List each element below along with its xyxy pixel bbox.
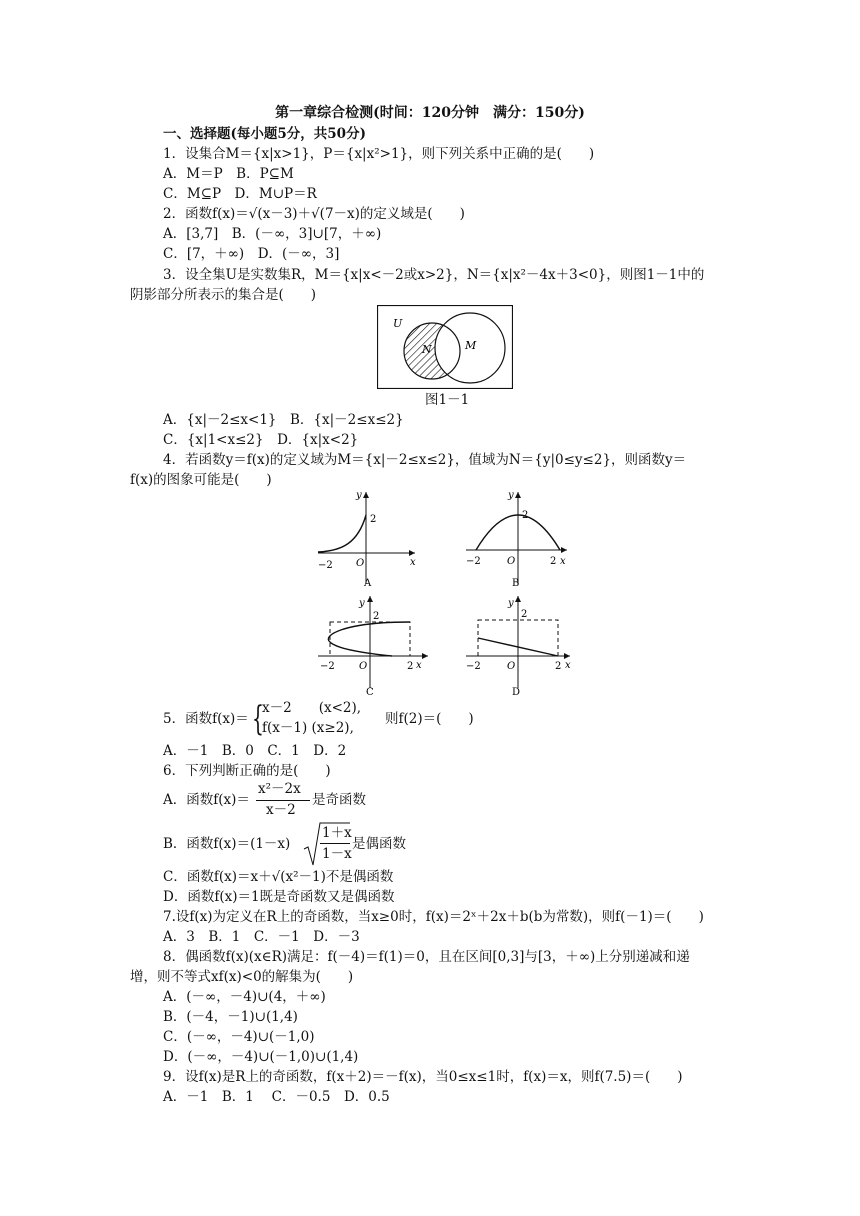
q3-options-row1: A．{x|－2≤x<1} B．{x|－2≤x≤2} — [163, 412, 404, 428]
svg-text:x: x — [416, 660, 422, 671]
q6-b-suffix: 是偶函数 — [352, 836, 406, 852]
svg-text:x: x — [410, 557, 416, 568]
q8-option-c: C．(－∞，－4)∪(－1,0) — [163, 1029, 315, 1045]
svg-text:2: 2 — [521, 609, 528, 620]
q1-stem: 1．设集合M＝{x|x>1}，P＝{x|x²>1}，则下列关系中正确的是( ) — [163, 146, 595, 162]
q5-prefix: 5．函数f(x)＝ — [163, 711, 249, 727]
q6-b-denominator: 1－x — [322, 846, 352, 862]
svg-text:y: y — [356, 490, 362, 501]
q2-stem: 2．函数f(x)＝√(x－3)＋√(7－x)的定义域是( ) — [163, 206, 465, 222]
svg-text:y: y — [508, 598, 514, 609]
q8-option-a: A．(－∞，－4)∪(4，＋∞) — [163, 989, 326, 1005]
figure-caption: 图1－1 — [425, 392, 470, 408]
q3-options-row2: C．{x|1<x≤2} D．{x|x<2} — [163, 432, 359, 448]
svg-text:x: x — [560, 556, 566, 567]
q7-stem: 7.设f(x)为定义在R上的奇函数，当x≥0时，f(x)＝2ˣ＋2x＋b(b为常数)，则f(－1)＝( ) — [163, 909, 704, 925]
q5-case2: f(x－1) (x≥2), — [262, 720, 354, 736]
section-heading: 一、选择题(每小题5分，共50分) — [163, 126, 366, 142]
q7-options: A．3 B．1 C．－1 D．－3 — [163, 929, 360, 945]
q6-a-suffix: 是奇函数 — [312, 792, 366, 808]
q6-b-numerator: 1＋x — [322, 825, 352, 841]
q4-stem-line2: f(x)的图象可能是( ) — [130, 472, 272, 488]
q2-options-row1: A．[3,7] B．(－∞，3]∪[7，＋∞) — [163, 226, 382, 242]
svg-text:−2: −2 — [466, 556, 481, 567]
q8-option-d: D．(－∞，－4)∪(－1,0)∪(1,4) — [163, 1049, 359, 1065]
graph-label-b: B — [512, 578, 520, 588]
q8-stem-line2: 增，则不等式xf(x)<0的解集为( ) — [130, 969, 354, 985]
q3-stem-line1: 3．设全集U是实数集R，M＝{x|x<－2或x>2}，N＝{x|x²－4x＋3<0}，则图1－1中的 — [163, 267, 705, 283]
q5-options: A．－1 B．0 C．1 D．2 — [163, 743, 347, 759]
graph-d — [462, 592, 576, 700]
svg-text:y: y — [508, 490, 514, 501]
svg-text:2: 2 — [555, 661, 562, 672]
svg-text:y: y — [359, 598, 365, 609]
svg-text:x: x — [565, 660, 571, 671]
venn-label-n: N — [422, 343, 432, 356]
venn-diagram — [377, 305, 513, 389]
q9-options: A．－1 B．1 C．－0.5 D．0.5 — [163, 1089, 390, 1105]
svg-text:−2: −2 — [466, 661, 481, 672]
q1-options-row1: A．M＝P B．P⊆M — [163, 166, 294, 182]
svg-text:2: 2 — [522, 510, 529, 521]
q6-stem: 6．下列判断正确的是( ) — [163, 763, 331, 779]
q6-a-denominator: x－2 — [266, 802, 296, 818]
svg-text:2: 2 — [373, 611, 380, 622]
svg-text:O: O — [359, 661, 368, 672]
q2-options-row2: C．[7，＋∞) D．(－∞，3] — [163, 246, 340, 262]
q5-case1: x－2 (x<2), — [262, 700, 362, 716]
q6-b-prefix: B．函数f(x)＝(1－x) — [163, 836, 291, 852]
graph-label-a: A — [364, 578, 372, 588]
q5-brace: { — [252, 699, 264, 739]
svg-text:O: O — [507, 556, 516, 567]
graph-c — [312, 592, 434, 700]
q6-b-fraction-bar — [320, 843, 350, 844]
venn-label-u: U — [393, 317, 403, 330]
q4-stem-line1: 4．若函数y＝f(x)的定义域为M＝{x|－2≤x≤2}，值域为N＝{y|0≤y≤2}，则函数y＝ — [163, 452, 687, 468]
svg-text:−2: −2 — [320, 661, 335, 672]
svg-text:2: 2 — [407, 661, 414, 672]
svg-text:O: O — [356, 558, 365, 569]
svg-text:2: 2 — [370, 514, 377, 525]
q3-stem-line2: 阴影部分所表示的集合是( ) — [130, 287, 317, 303]
svg-text:2: 2 — [550, 556, 557, 567]
svg-text:−2: −2 — [318, 560, 333, 571]
q6-option-d: D．函数f(x)＝1既是奇函数又是偶函数 — [163, 889, 395, 905]
graph-a — [312, 488, 422, 588]
q5-suffix: 则f(2)＝( ) — [385, 711, 474, 727]
q1-options-row2: C．M⊆P D．M∪P＝R — [163, 186, 317, 202]
q9-stem: 9．设f(x)是R上的奇函数，f(x＋2)＝－f(x)，当0≤x≤1时，f(x)＝x，则f(7.5)＝( ) — [163, 1069, 683, 1085]
graph-label-d: D — [512, 687, 521, 698]
q8-stem-line1: 8．偶函数f(x)(x∈R)满足：f(－4)＝f(1)＝0，且在区间[0,3]与[3，＋∞)上分别递减和递 — [163, 949, 690, 965]
svg-text:O: O — [507, 661, 516, 672]
q6-option-c: C．函数f(x)＝x＋√(x²－1)不是偶函数 — [163, 869, 394, 885]
q6-a-prefix: A．函数f(x)＝ — [163, 792, 250, 808]
graph-label-c: C — [366, 687, 374, 698]
venn-label-m: M — [465, 339, 477, 352]
graph-b — [462, 488, 574, 588]
page-title: 第一章综合检测(时间：120分钟 满分：150分) — [275, 105, 585, 121]
q8-option-b: B．(－4，－1)∪(1,4) — [163, 1009, 298, 1025]
q6-a-numerator: x²－2x — [258, 781, 301, 797]
